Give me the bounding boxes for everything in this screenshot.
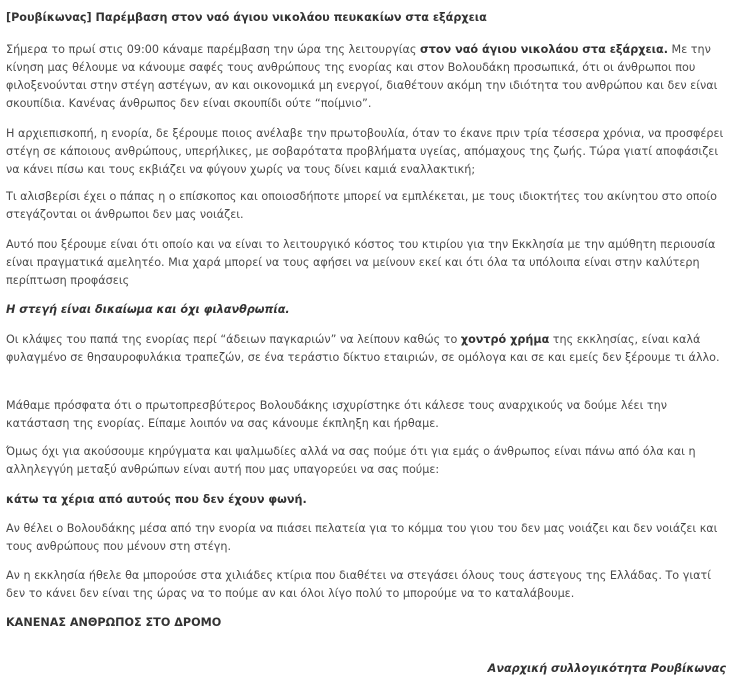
heading-no-one-on-street: ΚΑΝΕΝΑΣ ΑΝΘΡΩΠΟΣ ΣΤΟ ΔΡΟΜΟ	[6, 616, 222, 629]
paragraph-3: Τι αλισβερίσι έχει ο πάπας η ο επίσκοπος και οποιοσδήποτε μπορεί να εμπλέκεται, με τους ιδιοκτήτες του ακίνητου στο οποίο στεγάζονται οι άνθρωποι δεν μας νοιάζει.	[6, 190, 718, 221]
paragraph-1-text-a: Σήμερα το πρωί στις 09:00 κάναμε παρέμβαση την ώρα της λειτουργίας	[6, 43, 421, 56]
signature: Αναρχική συλλογικότητα Ρουβίκωνας	[487, 662, 726, 675]
paragraph-6: Μάθαμε πρόσφατα ότι ο πρωτοπρεσβύτερος Βολουδάκης ισχυρίστηκε ότι κάλεσε τους αναρχικούς να δούμε λέει την κατάσταση της ενορίας. Είπαμε λοιπόν να σας κάνουμε έκπληξη και ήρθαμε.	[6, 399, 668, 430]
heading-hands-off: κάτω τα χέρια από αυτούς που δεν έχουν φωνή.	[6, 493, 307, 506]
article-title: [Ρουβίκωνας] Παρέμβαση στον ναό άγιου νικολάου πευκακίων στα εξάρχεια	[6, 11, 487, 24]
paragraph-1-text-c: Με την κίνηση μας θέλουμε να κάνουμε σαφές τους ανθρώπους της ενορίας και στον Βολουδάκη προσωπικά, ότι οι άνθρωποι που φιλοξενούνται στην στέγη αστέγων, αν και οικονομικά μη ενεργοί, διαθέτουν ακόμη την ιδιότητα του ανθρώπου και δεν είναι σκουπίδια. Κανένας άνθρωπος δεν είναι σκουπίδι ούτε “ποίμνιο”.	[6, 43, 718, 110]
paragraph-4: Αυτό που ξέρουμε είναι ότι οποίο και να είναι το λειτουργικό κόστος του κτιρίου για την Εκκλησία με την αμύθητη περιουσία είναι πραγματικά αμελητέο. Μια χαρά μπορεί να τους αφήσει να μείνουν εκεί και ότι όλα τα υπόλοιπα είναι στην καλύτερη περίπτωση προφάσεις	[6, 238, 716, 287]
paragraph-5-text-a: Οι κλάψες του παπά της ενορίας περί “άδειων παγκαριών” να λείπουν καθώς το	[6, 333, 461, 346]
paragraph-2: Η αρχιεπισκοπή, η ενορία, δε ξέρουμε ποιος ανέλαβε την πρωτοβουλία, όταν το έκανε πριν τρία τέσσερα χρόνια, να προσφέρει στέγη σε κάποιους ανθρώπους, υπερήλικες, με σοβαρότατα προβλήματα υγείας, απόμαχους της ζωής. Τώρα γιατί αποφάσιζει να κάνει πίσω και τους εκβιάζει να φύγουν χωρίς να τους δίνει καμιά εναλλακτική;	[6, 127, 724, 176]
paragraph-9: Αν η εκκλησία ήθελε θα μπορούσε στα χιλιάδες κτίρια που διαθέτει να στεγάσει όλους τους άστεγους της Ελλάδας. Το γιατί δεν το κάνει δεν είναι της ώρας να το πούμε αν και όλοι λίγο πολύ το μπορούμε να το καταλάβουμε.	[6, 569, 711, 600]
paragraph-5	[6, 331, 724, 367]
paragraph-5-text-c: της εκκλησίας, είναι καλά φυλαγμένο σε θησαυροφυλάκια τραπεζών, σε ένα τεράστιο δίκτυο εταιριών, σε ομόλογα και σε και εμείς δεν ξέρουμε τι άλλο.	[6, 333, 720, 364]
paragraph-7: Όμως όχι για ακούσουμε κηρύγματα και ψαλμωδίες αλλά να σας πούμε ότι για εμάς ο άνθρωπος είναι πάνω από όλα και η αλληλεγγύη μεταξύ ανθρώπων είναι αυτή που μας υπαγορεύει να σας πούμε:	[6, 445, 696, 476]
paragraph-1	[6, 41, 724, 113]
paragraph-8: Αν θέλει ο Βολουδάκης μέσα από την ενορία να πιάσει πελατεία για το κόμμα του γιου του δεν μας νοιάζει και δεν νοιάζει και τους ανθρώπους που μένουν στη στέγη.	[6, 522, 718, 553]
heading-housing-right: Η στεγή είναι δικαίωμα και όχι φιλανθρωπία.	[6, 303, 290, 316]
paragraph-1-emphasis: στον ναό άγιου νικολάου στα εξάρχεια.	[420, 43, 668, 56]
paragraph-5-emphasis: χοντρό χρήμα	[460, 333, 550, 346]
